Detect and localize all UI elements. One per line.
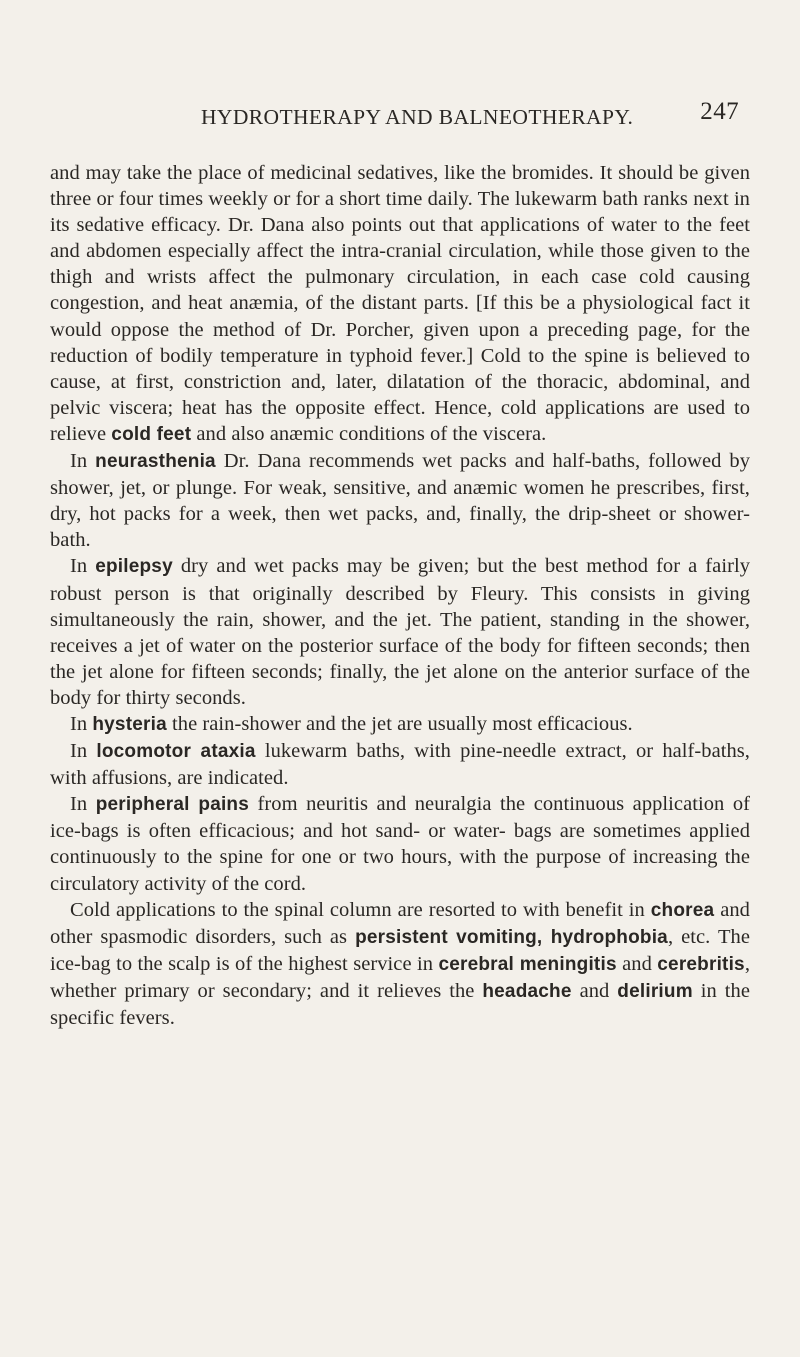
body-text <box>50 160 750 1031</box>
paragraph-sedatives: and may take the place of medicinal sedatives, like the bromides. It should be given three or four times weekly or for a short time daily. The lukewarm bath ranks next in its sedative efficacy. Dr. Dana also points out that applications of water to the feet and abdomen especially affect the intra-cranial circulation, while those given to the thigh and wrists affect the pulmonary circulation, in each case cold causing congestion, and heat anæmia, of the distant parts. [If this be a physiological fact it would oppose the method of Dr. Porcher, given upon a preceding page, for the reduction of bodily temperature in typhoid fever.] Cold to the spine is believed to cause, at first, constriction and, later, dilatation of the thoracic, abdominal, and pelvic viscera; heat has the opposite effect. Hence, cold applications are used to relieve cold feet and also anæmic conditions of the viscera. <box>50 162 750 445</box>
keyword-locomotor-ataxia: locomotor ataxia <box>96 741 256 763</box>
page-number: 247 <box>700 98 739 125</box>
keyword-hysteria: hysteria <box>92 713 167 735</box>
keyword-headache: headache <box>482 980 572 1002</box>
keyword-cerebritis: cerebritis <box>657 953 745 975</box>
keyword-neurasthenia: neurasthenia <box>95 451 216 473</box>
paragraph-spinal-cold: Cold applications to the spinal column are resorted to with benefit in chorea and other spasmodic disorders, such as persistent vomiting, hydrophobia, etc. The ice-bag to the scalp is of the highest service in cerebral meningitis and cerebritis, whether primary or secondary; and it relieves the headache and delirium in the specific fevers. <box>50 898 751 1029</box>
keyword-persistent-vomiting: persistent vomiting, hydrophobia <box>355 926 668 948</box>
keyword-peripheral-pains: peripheral pains <box>95 794 250 816</box>
paragraph-locomotor-ataxia: In locomotor ataxia lukewarm baths, with pine-needle extract, or half-baths, with affusions, are indicated. <box>50 740 750 790</box>
paragraph-hysteria: In hysteria the rain-shower and the jet are usually most efficacious. <box>70 712 633 735</box>
paragraph-epilepsy: In epilepsy dry and wet packs may be given; but the best method for a fairly robust person is that originally described by Fleury. This consists in giving simultaneously the rain, shower, and the jet. The patient, standing in the shower, receives a jet of water on the posterior surface of the body for fifteen seconds; then the jet alone for fifteen seconds; finally, the jet alone on the anterior surface of the body for thirty seconds. <box>50 555 750 709</box>
keyword-delirium: delirium <box>617 980 693 1002</box>
paragraph-neurasthenia: In neurasthenia Dr. Dana recommends wet packs and half-baths, followed by shower, jet, or plunge. For weak, sensitive, and anæmic women he prescribes, first, dry, hot packs for a week, then wet packs, and, finally, the drip-sheet or shower-bath. <box>50 450 750 552</box>
keyword-chorea: chorea <box>650 899 715 921</box>
running-title: HYDROTHERAPY AND BALNEOTHERAPY. <box>201 105 634 129</box>
keyword-epilepsy: epilepsy <box>95 556 173 578</box>
paragraph-peripheral-pains: In peripheral pains from neuritis and neuralgia the continuous application of ice-bags is often efficacious; and hot sand- or water- bags are sometimes applied continuously to the spine for one or two hours, with the purpose of increasing the circulatory activity of the cord. <box>50 793 750 895</box>
keyword-cerebral-meningitis: cerebral meningitis <box>438 953 617 975</box>
keyword-cold-feet: cold feet <box>111 423 192 445</box>
